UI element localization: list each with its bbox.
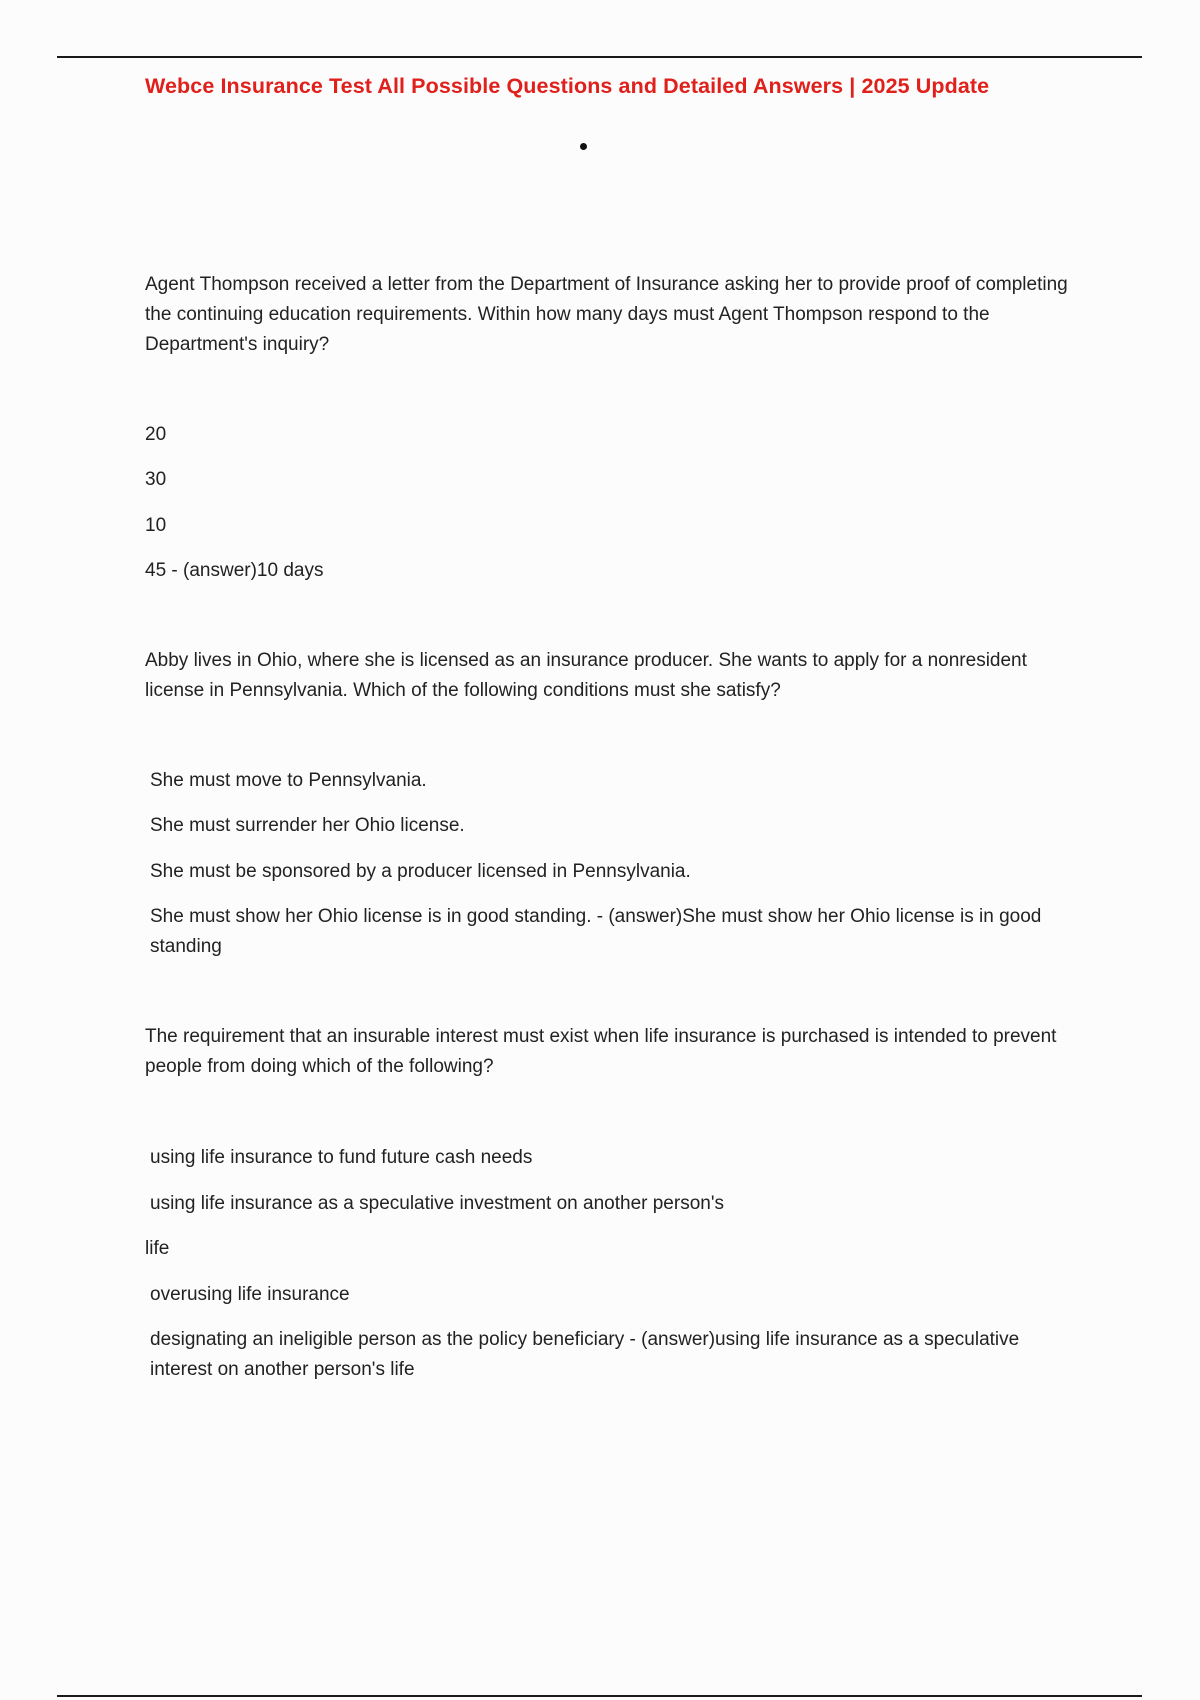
question-1-text: Agent Thompson received a letter from the Department of Insurance asking her to provide proof of completing the continuing education requirements. Within how many days must Agent Thompson respond to the Department's inquiry? [145, 274, 1068, 355]
question-1-option-3: 10 [145, 515, 167, 536]
document-title: Webce Insurance Test All Possible Questions and Detailed Answers | 2025 Update [145, 74, 990, 98]
bullet-marker [580, 143, 587, 150]
header-rule [57, 56, 1142, 58]
question-2-text: Abby lives in Ohio, where she is licensed as an insurance producer. She wants to apply for a nonresident license in Pennsylvania. Which of the following conditions must she satisfy? [145, 650, 1027, 701]
question-3-text: The requirement that an insurable interest must exist when life insurance is purchased is intended to prevent people from doing which of the following? [145, 1026, 1057, 1077]
question-2-option-4-answer: She must show her Ohio license is in good standing. - (answer)She must show her Ohio license is in good standing [150, 906, 1042, 957]
question-3-option-2-continued: life [145, 1238, 170, 1259]
question-2-option-1: She must move to Pennsylvania. [150, 770, 427, 791]
question-3-option-3: overusing life insurance [150, 1284, 350, 1305]
question-1-option-4-answer: 45 - (answer)10 days [145, 560, 324, 581]
question-3-option-2: using life insurance as a speculative investment on another person's [150, 1193, 724, 1214]
question-1-option-2: 30 [145, 469, 167, 490]
question-3-option-1: using life insurance to fund future cash needs [150, 1147, 533, 1168]
question-2-option-2: She must surrender her Ohio license. [150, 815, 465, 836]
footer-rule [57, 1695, 1142, 1697]
question-3-option-4-answer: designating an ineligible person as the policy beneficiary - (answer)using life insurance as a speculative interest on another person's life [150, 1329, 1020, 1380]
question-1-option-1: 20 [145, 424, 167, 445]
question-2-option-3: She must be sponsored by a producer licensed in Pennsylvania. [150, 861, 691, 882]
